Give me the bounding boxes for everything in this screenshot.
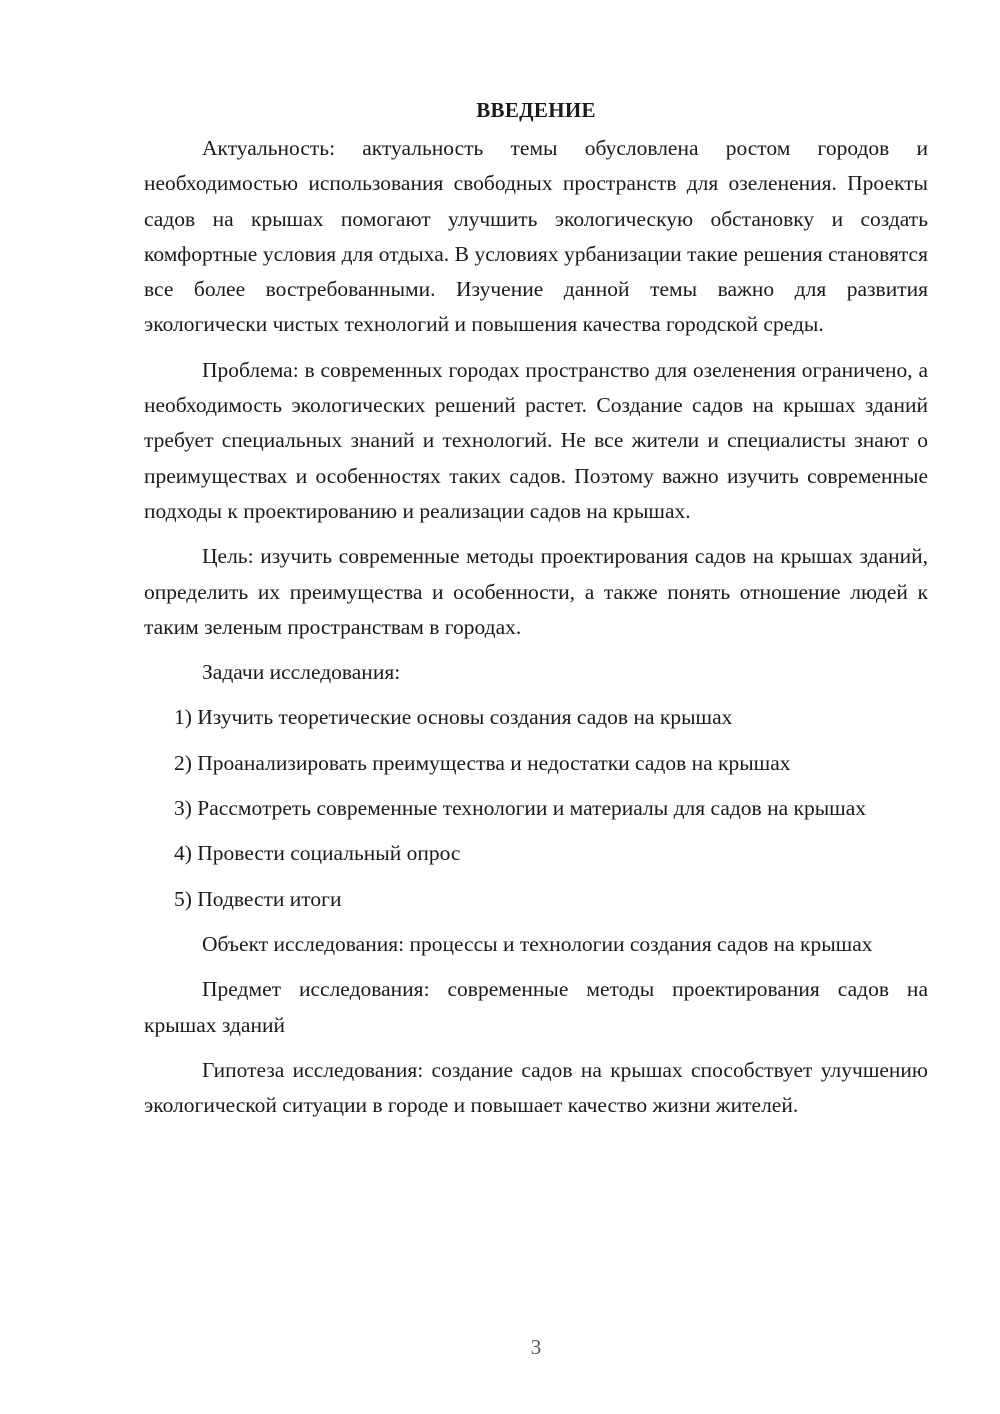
paragraph-hypothesis: Гипотеза исследования: создание садов на крышах способствует улучшению экологической ситуации в городе и повышает качество жизни жителей.: [144, 1057, 928, 1118]
task-item-3: 3) Рассмотреть современные технологии и материалы для садов на крышах: [174, 796, 866, 821]
paragraph-relevance: Актуальность: актуальность темы обусловлена ростом городов и необходимостью использования свободных пространств для озеленения. Проекты садов на крышах помогают улучшить экологическую обстановку и создать комфортные условия для отдыха. В условиях урбанизации такие решения становятся все более востребованными. Изучение данной темы важно для развития экологически чистых технологий и повышения качества городской среды.: [144, 136, 928, 337]
paragraph-subject: Предмет исследования: современные методы проектирования садов на крышах зданий: [144, 977, 928, 1037]
paragraph-object: Объект исследования: процессы и технологии создания садов на крышах: [202, 931, 873, 956]
paragraph-goal: Цель: изучить современные методы проектирования садов на крышах зданий, определить их преимущества и особенности, а также понять отношение людей к таким зеленым пространствам в городах.: [144, 544, 928, 639]
page-number: 3: [530, 1335, 542, 1359]
task-item-2: 2) Проанализировать преимущества и недостатки садов на крышах: [174, 750, 791, 775]
task-item-1: 1) Изучить теоретические основы создания садов на крышах: [174, 705, 733, 730]
tasks-heading: Задачи исследования:: [202, 660, 401, 685]
document-page: [144, 93, 928, 1133]
paragraph-problem: Проблема: в современных городах пространство для озеленения ограничено, а необходимость экологических решений растет. Создание садов на крышах зданий требует специальных знаний и технологий. Не все жители и специалисты знают о преимуществах и особенностях таких садов. Поэтому важно изучить современные подходы к проектированию и реализации садов на крышах.: [144, 357, 928, 523]
task-item-5: 5) Подвести итоги: [174, 886, 342, 911]
task-item-4: 4) Провести социальный опрос: [174, 841, 461, 866]
page-title: ВВЕДЕНИЕ: [476, 98, 596, 122]
